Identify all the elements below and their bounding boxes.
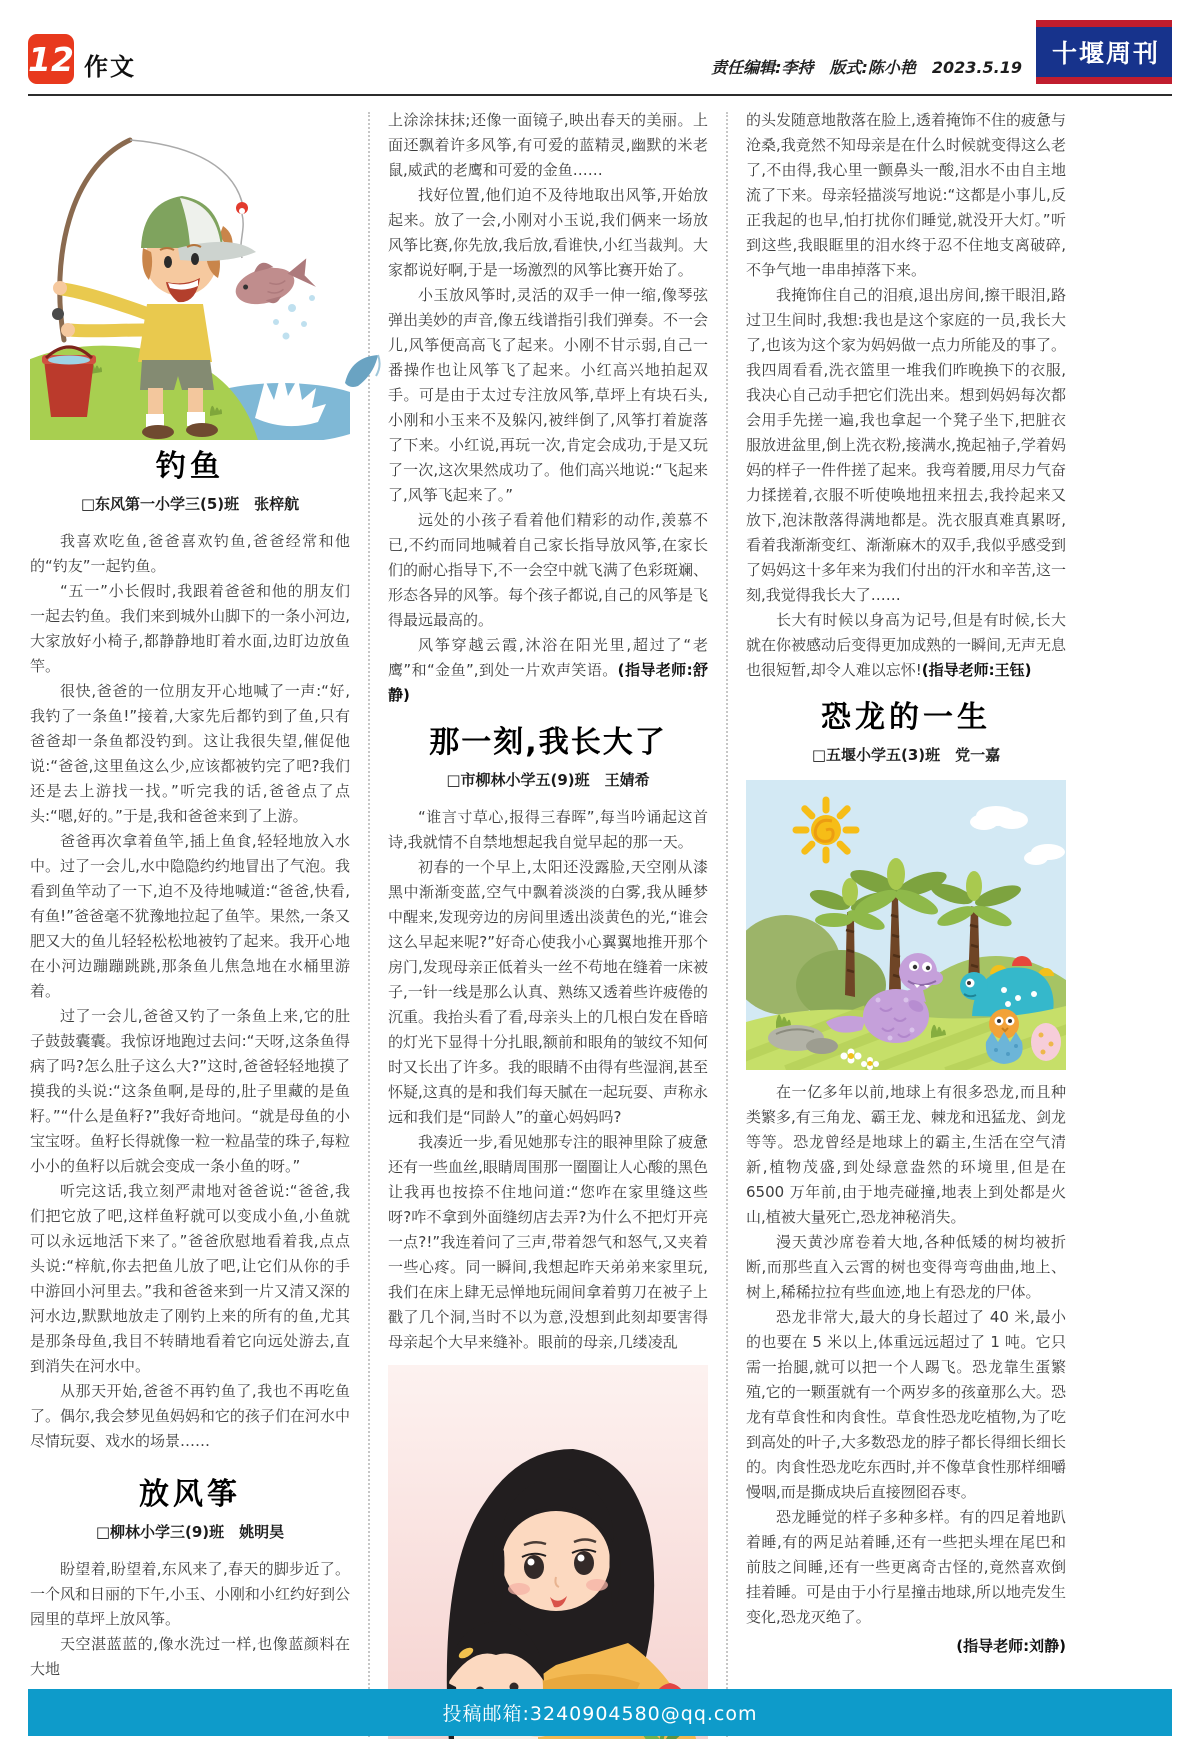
article-title-fishing: 钓鱼 [156,449,224,484]
article-kite-continuation [388,108,708,708]
paragraph-text: 风筝穿越云霞,沐浴在阳光里,超过了“老鹰”和“金鱼”,到处一片欢声笑语。 [388,636,708,679]
teacher-credit: (指导老师:刘静) [956,1637,1066,1655]
article-paragraph [388,633,708,708]
article-paragraph: “五一”小长假时,我跟着爸爸和他的朋友们一起去钓鱼。我们来到城外山脚下的一条小河边,大家放好小椅子,都静静地盯着水面,边盯边放鱼竿。 [30,582,350,675]
article-grow-up [388,726,708,1355]
kite-decoration-icon [342,352,388,396]
teacher-credit: (指导老师:王钰) [921,661,1032,679]
article-title-dinosaur: 恐龙的一生 [821,700,991,735]
column-2 [388,108,708,1739]
article-paragraph: 从那天开始,爸爸不再钓鱼了,我也不再吃鱼了。偶尔,我会梦见鱼妈妈和它的孩子们在河水中尽情玩耍、戏水的场景…… [30,1382,350,1450]
mother-child-illustration [388,1365,708,1739]
article-kite [30,1478,350,1682]
article-dinosaur [746,701,1066,1659]
article-paragraph: 在一亿多年以前,地球上有很多恐龙,而且种类繁多,有三角龙、霸王龙、棘龙和迅猛龙、剑龙等等。恐龙曾经是地球上的霸主,生活在空气清新,植物茂盛,到处绿意盎然的环境里,但是在 6500 万年前,由于地壳碰撞,地表上到处都是火山,植被大量死亡,恐龙神秘消失。 [746,1083,1066,1226]
submission-email: 投稿邮箱:3240904580@qq.com [442,1703,758,1725]
paragraph-text: 长大有时候以身高为记号,但是有时候,长大就在你被感动后变得更加成熟的一瞬间,无声无息也很短暂,却令人难以忘怀! [746,611,1066,679]
column-divider [726,112,728,1739]
article-paragraph: 过了一会儿,爸爸又钓了一条鱼上来,它的肚子鼓鼓囊囊。我惊讶地跑过去问:“天呀,这条鱼得病了吗?怎么肚子这么大?”这时,爸爸轻轻地摸了摸我的头说:“这条鱼啊,是母的,肚子里藏的是鱼籽。”“什么是鱼籽?”我好奇地问。“就是母鱼的小宝宝呀。鱼籽长得就像一粒一粒晶莹的珠子,每粒小小的鱼籽以后就会变成一条小鱼的呀。” [30,1007,350,1175]
article-paragraph: 我掩饰住自己的泪痕,退出房间,擦干眼泪,路过卫生间时,我想:我也是这个家庭的一员,我长大了,也该为这个家为妈妈做一点力所能及的事了。我四周看看,洗衣篮里一堆我们昨晚换下的衣服,我决心自己动手把它们洗出来。想到妈妈每次都会用手先搓一遍,我也拿起一个凳子坐下,把脏衣服放进盆里,倒上洗衣粉,接满水,挽起袖子,学着妈妈的样子一件件搓了起来。我弯着腰,用尽力气奋力揉搓着,衣服不听使唤地扭来扭去,我拎起来又放下,泡沫散落得满地都是。洗衣服真难真累呀,看着我渐渐变红、渐渐麻木的双手,我似乎感受到了妈妈这十多年来为我们付出的汗水和辛苦,这一刻,我觉得我长大了…… [746,286,1066,604]
article-byline-fishing: □东风第一小学三(5)班 张梓航 [80,495,300,513]
fishing-illustration [30,108,350,440]
article-byline-kite: □柳林小学三(9)班 姚明昊 [95,1523,285,1541]
article-paragraph: “谁言寸草心,报得三春晖”,每当吟诵起这首诗,我就情不自禁地想起我自觉早起的那一天。 [388,808,708,851]
column-1 [30,108,350,1682]
article-title-kite: 放风筝 [139,1477,241,1512]
fish [230,251,317,312]
dinosaur-illustration [746,780,1066,1070]
page-number-badge: 12 [28,34,74,84]
page-header [0,0,1200,94]
water-droplets [273,295,315,340]
article-paragraph: 很快,爸爸的一位朋友开心地喊了一声:“好,我钓了一条鱼!”接着,大家先后都钓到了鱼,只有爸爸却一条鱼都没钓到。这让我很失望,催促他说:“爸爸,这里鱼这么少,应该都被钓完了吧?我们还是去上游找一找。”听完我的话,爸爸点了点头:“嗯,好的。”于是,我和爸爸来到了上游。 [30,682,350,825]
article-byline-dinosaur: □五堰小学五(3)班 党一嘉 [811,746,1001,764]
article-paragraph: 小玉放风筝时,灵活的双手一伸一缩,像琴弦弹出美妙的声音,像五线谱指引我们弹奏。不一会儿,风筝便高高飞了起来。小刚不甘示弱,自己一番操作也让风筝飞了起来。小红高兴地拍起双手。可是由于太过专注放风筝,草坪上有块石头,小刚和小玉来不及躲闪,被绊倒了,风筝打着旋落了下来。小红说,再玩一次,肯定会成功,于是又玩了一次,这次果然成功了。他们高兴地说:“飞起来了,风筝飞起来了。” [388,286,708,504]
masthead-logo: 十堰周刊 [1036,20,1172,84]
footer-bar [28,1689,1172,1736]
article-paragraph: 远处的小孩子看着他们精彩的动作,羡慕不已,不约而同地喊着自己家长指导放风筝,在家长们的耐心指导下,不一会空中就飞满了色彩斑斓、形态各异的风筝。每个孩子都说,自己的风筝是飞得最远最高的。 [388,511,708,629]
bucket [42,347,96,417]
article-paragraph: 恐龙睡觉的样子多种多样。有的四足着地趴着睡,有的两足站着睡,还有一些把头埋在尾巴和前肢之间睡,还有一些更离奇古怪的,竟然喜欢倒挂着睡。可是由于小行星撞击地球,所以地壳发生变化,恐龙灭绝了。 [746,1508,1066,1626]
article-paragraph [746,608,1066,683]
article-paragraph: 恐龙非常大,最大的身长超过了 40 米,最小的也要在 5 米以上,体重远远超过了 1 吨。它只需一抬腿,就可以把一个人踢飞。恐龙靠生蛋繁殖,它的一颗蛋就有一个两岁多的孩童那么大。恐龙有草食性和肉食性。草食性恐龙吃植物,为了吃到高处的叶子,大多数恐龙的脖子都长得细长细长的。肉食性恐龙吃东西时,并不像草食性那样细嚼慢咽,而是撕成块后直接囫囵吞枣。 [746,1308,1066,1501]
article-paragraph: 我喜欢吃鱼,爸爸喜欢钓鱼,爸爸经常和他的“钓友”一起钓鱼。 [30,532,350,575]
article-paragraph: 的头发随意地散落在脸上,透着掩饰不住的疲惫与沧桑,我竟然不知母亲是在什么时候就变得这么老了,不由得,我心里一颤鼻头一酸,泪水不由自主地流了下来。母亲轻描淡写地说:“这都是小事儿,反正我起的也早,怕打扰你们睡觉,就没开大灯。”听到这些,我眼眶里的泪水终于忍不住地支离破碎,不争气地一串串掉落下来。 [746,111,1066,279]
article-paragraph: 上涂涂抹抹;还像一面镜子,映出春天的美丽。上面还飘着许多风筝,有可爱的蓝精灵,幽默的米老鼠,威武的老鹰和可爱的金鱼…… [388,111,708,179]
editor-credits: 责任编辑:李持 版式:陈小艳 2023.5.19 [711,58,1022,77]
section-title: 作文 [84,53,136,81]
teacher-credit: (指导老师:舒静) [388,661,708,704]
article-grow-up-continuation [746,108,1066,683]
article-title-grow-up: 那一刻,我长大了 [429,725,667,760]
article-paragraph: 听完这话,我立刻严肃地对爸爸说:“爸爸,我们把它放了吧,这样鱼籽就可以变成小鱼,小鱼就可以永远地活下来了。”爸爸欣慰地看着我,点点头说:“梓航,你去把鱼儿放了吧,让它们从你的手中游回小河里去。”我和爸爸来到一片又清又深的河水边,默默地放走了刚钓上来的所有的鱼,尤其是那条母鱼,我目不转睛地看着它向远处游去,直到消失在河水中。 [30,1182,350,1375]
article-paragraph: 我凑近一步,看见她那专注的眼神里除了疲惫还有一些血丝,眼睛周围那一圈圈让人心酸的黑色让我再也按捺不住地问道:“您咋在家里缝这些呀?咋不拿到外面缝纫店去弄?为什么不把灯开亮一点?!”我连着问了三声,带着怨气和怒气,又夹着一些心疼。同一瞬间,我想起昨天弟弟来家里玩,我们在床上肆无忌惮地玩闹间拿着剪刀在被子上戳了几个洞,当时不以为意,没想到此刻却要害得母亲起个大早来缝补。眼前的母亲,几缕凌乱 [388,1133,708,1351]
header-right [711,20,1172,84]
article-paragraph: 爸爸再次拿着鱼竿,插上鱼食,轻轻地放入水中。过了一会儿,水中隐隐约约地冒出了气泡。我看到鱼竿动了一下,迫不及待地喊道:“爸爸,快看,有鱼!”爸爸毫不犹豫地拉起了鱼竿。果然,一条又肥又大的鱼儿轻轻松松地被钓了起来。我开心地在小河边蹦蹦跳跳,那条鱼儿焦急地在水桶里游着。 [30,832,350,1000]
article-paragraph: 盼望着,盼望着,东风来了,春天的脚步近了。一个风和日丽的下午,小玉、小刚和小红约好到公园里的草坪上放风筝。 [30,1560,350,1628]
article-paragraph: 找好位置,他们迫不及待地取出风筝,开始放起来。放了一会,小刚对小玉说,我们俩来一场放风筝比赛,你先放,我后放,看谁快,小红当裁判。大家都说好啊,于是一场激烈的风筝比赛开始了。 [388,186,708,279]
sun-icon [796,800,856,860]
article-byline-grow-up: □市柳林小学五(9)班 王婧希 [446,771,650,789]
article-fishing [30,450,350,1454]
page-columns [0,96,1200,1739]
article-paragraph: 天空湛蓝蓝的,像水洗过一样,也像蓝颜料在大地 [30,1635,350,1678]
article-paragraph: 漫天黄沙席卷着大地,各种低矮的树均被折断,而那些直入云霄的树也变得弯弯曲曲,地上、树上,稀稀拉拉有些血迹,地上有恐龙的尸体。 [746,1233,1066,1301]
article-paragraph: 初春的一个早上,太阳还没露脸,天空刚从漆黑中渐渐变蓝,空气中飘着淡淡的白雾,我从睡梦中醒来,发现旁边的房间里透出淡黄色的光,“谁会这么早起来呢?”好奇心使我小心翼翼地推开那个房门,发现母亲正低着头一丝不苟地在缝着一床被子,一针一线是那么认真、熟练又透着些许疲倦的沉重。我抬头看了看,母亲头上的几根白发在昏暗的灯光下显得十分扎眼,额前和眼角的皱纹不知何时又长出了许多。我的眼睛不由得有些湿润,甚至怀疑,这真的是和我们每天腻在一起玩耍、声称永远和我们是“同龄人”的童心妈妈吗? [388,858,708,1126]
column-3 [746,108,1066,1659]
